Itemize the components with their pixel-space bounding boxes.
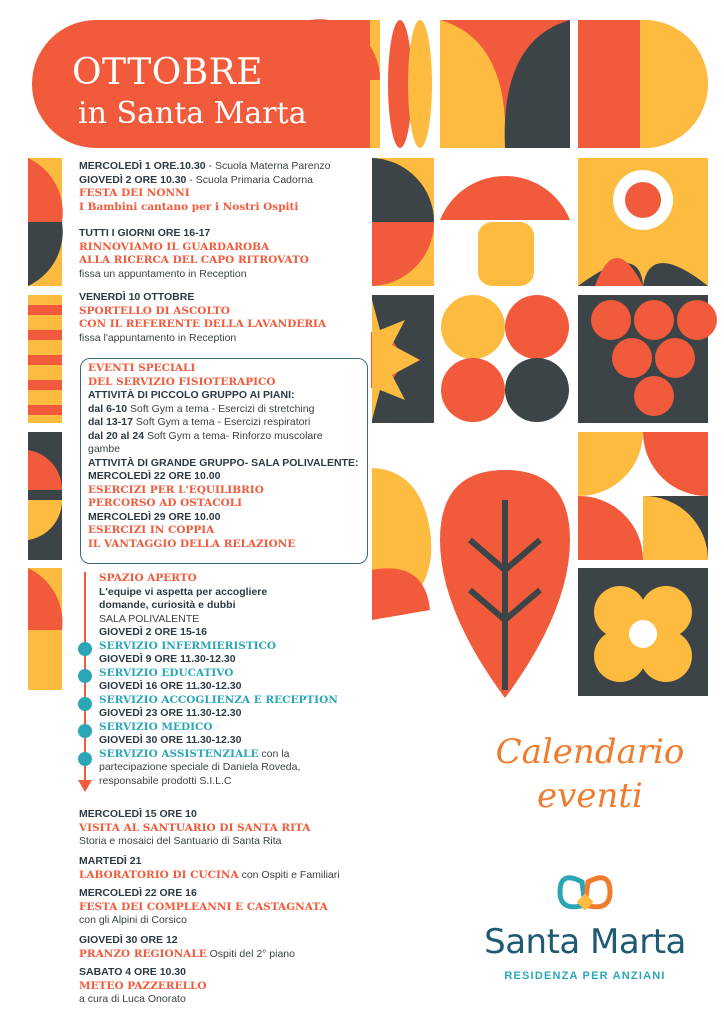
event-subtitle: IL VANTAGGIO DELLA RELAZIONE: [88, 537, 296, 550]
event-subtitle: CON IL REFERENTE DELLA LAVANDERIA: [79, 318, 327, 330]
activity-text: Soft Gym a tema - Esercizi respiratori: [132, 416, 311, 428]
timeline-dot: [78, 724, 92, 738]
event-title: RINNOVIAMO IL GUARDAROBA: [79, 240, 270, 253]
timeline-dot: [78, 669, 92, 683]
timeline-dot: [78, 752, 92, 766]
event-title: SPORTELLO DI ASCOLTO: [79, 304, 230, 317]
event-text: con Ospiti e Familiari: [238, 868, 340, 881]
service-name: SERVIZIO INFERMIERISTICO: [99, 639, 277, 652]
activity-text-cont: gambe: [88, 443, 121, 455]
event-date: MERCOLEDÌ 22 ORE 16: [79, 887, 197, 899]
spazio-location: SALA POLIVALENTE: [99, 612, 200, 625]
event-title: FESTA DEI NONNI: [79, 187, 190, 199]
event-date: SABATO 4 ORE 10.30: [79, 966, 186, 978]
spazio-title: SPAZIO APERTO: [99, 572, 197, 584]
event-subtitle: I Bambini cantano per i Nostri Ospiti: [79, 200, 299, 213]
event-date: MARTEDÌ 21: [79, 855, 142, 867]
event-pranzo: [79, 934, 295, 961]
event-cucina: [79, 855, 340, 882]
event-text: fissa l'appuntamento in Reception: [79, 331, 237, 344]
box-heading-large-group: ATTIVITÀ DI GRANDE GRUPPO- SALA POLIVALENTE:: [88, 456, 359, 469]
service-note: con la: [258, 747, 290, 760]
event-guardaroba: [79, 227, 309, 281]
service-date: GIOVEDÌ 2 ORE 15-16: [99, 626, 207, 638]
event-title: VISITA AL SANTUARIO DI SANTA RITA: [79, 821, 311, 834]
service-note: responsabile prodotti S.I.L.C: [99, 774, 232, 787]
event-date: MERCOLEDÌ 15 ORE 10: [79, 808, 197, 820]
event-meteo: [79, 966, 207, 1007]
event-date: MERCOLEDÌ 29 ORE 10.00: [88, 510, 221, 523]
event-date: GIOVEDÌ 2 ORE 10.30: [79, 173, 187, 186]
box-subtitle: DEL SERVIZIO FISIOTERAPICO: [88, 375, 276, 388]
service-date: GIOVEDÌ 23 ORE 11.30-12.30: [99, 707, 242, 719]
event-date: TUTTI I GIORNI ORE 16-17: [79, 227, 211, 239]
service-date: GIOVEDÌ 30 ORE 11.30-12.30: [99, 734, 242, 746]
event-santuario: [79, 808, 310, 849]
spazio-desc: domande, curiosità e dubbi: [99, 599, 236, 611]
activity-text: Soft Gym a tema - Esercizi di stretching: [127, 402, 315, 415]
event-text: Storia e mosaici del Santuario di Santa Rita: [79, 835, 282, 847]
event-date: VENERDÌ 10 OTTOBRE: [79, 291, 195, 303]
timeline-dot: [78, 697, 92, 711]
activity-date: dal 6-10: [88, 402, 128, 415]
special-events-content: [88, 362, 358, 551]
service-name: SERVIZIO EDUCATIVO: [99, 666, 234, 679]
spazio-desc: L'equipe vi aspetta per accogliere: [99, 585, 268, 598]
event-compleanni: [79, 887, 328, 928]
event-title: METEO PAZZERELLO: [79, 979, 207, 992]
event-text: Ospiti del 2° piano: [206, 947, 295, 960]
box-title: EVENTI SPECIALI: [88, 362, 196, 374]
timeline-dot: [78, 642, 92, 656]
page-title-place: in Santa Marta: [78, 96, 307, 131]
event-date: MERCOLEDÌ 1 ORE.10.30: [79, 160, 206, 172]
event-title: PRANZO REGIONALE: [79, 947, 207, 960]
logo-name: Santa Marta: [484, 922, 686, 962]
activity-date: dal 20 al 24: [88, 429, 145, 442]
event-date: MERCOLEDÌ 22 ORE 10.00: [88, 470, 221, 482]
event-title: LABORATORIO DI CUCINA: [79, 868, 239, 881]
calendar-heading: [470, 730, 710, 818]
event-text: fissa un appuntamento in Reception: [79, 267, 247, 280]
activity-date: dal 13-17: [88, 416, 133, 428]
service-name: SERVIZIO ACCOGLIENZA E RECEPTION: [99, 693, 338, 706]
event-sportello: [79, 291, 326, 345]
page-title-month: OTTOBRE: [72, 52, 264, 93]
event-text: con gli Alpini di Corsico: [79, 914, 187, 926]
event-festa-nonni: [79, 160, 331, 214]
event-date: GIOVEDÌ 30 ORE 12: [79, 934, 178, 946]
logo-subtitle: RESIDENZA PER ANZIANI: [504, 970, 666, 982]
event-title: FESTA DEI COMPLEANNI E CASTAGNATA: [79, 900, 328, 913]
service-name: SERVIZIO ASSISTENZIALE: [99, 747, 259, 760]
activity-text: Soft Gym a tema- Rinforzo muscolare: [144, 429, 323, 442]
event-subtitle: PERCORSO AD OSTACOLI: [88, 497, 243, 509]
service-name: SERVIZIO MEDICO: [99, 720, 213, 733]
spazio-aperto: [99, 572, 338, 788]
service-date: GIOVEDÌ 9 ORE 11.30-12.30: [99, 653, 236, 665]
service-date: GIOVEDÌ 16 ORE 11.30-12.30: [99, 680, 242, 692]
calendar-line2: eventi: [537, 776, 643, 816]
calendar-line1: Calendario: [495, 732, 685, 772]
event-text: a cura di Luca Onorato: [79, 993, 186, 1005]
event-title: ESERCIZI PER L'EQUILIBRIO: [88, 483, 264, 496]
service-note: partecipazione speciale di Daniela Roveda,: [99, 761, 301, 773]
box-heading-small-group: ATTIVITÀ DI PICCOLO GRUPPO AI PIANI:: [88, 389, 295, 401]
event-title: ESERCIZI IN COPPIA: [88, 524, 215, 536]
event-text: - Scuola Materna Parenzo: [205, 160, 331, 172]
timeline-arrow: [78, 780, 92, 792]
event-text: - Scuola Primaria Cadorna: [186, 173, 314, 186]
event-subtitle: ALLA RICERCA DEL CAPO RITROVATO: [79, 254, 309, 266]
